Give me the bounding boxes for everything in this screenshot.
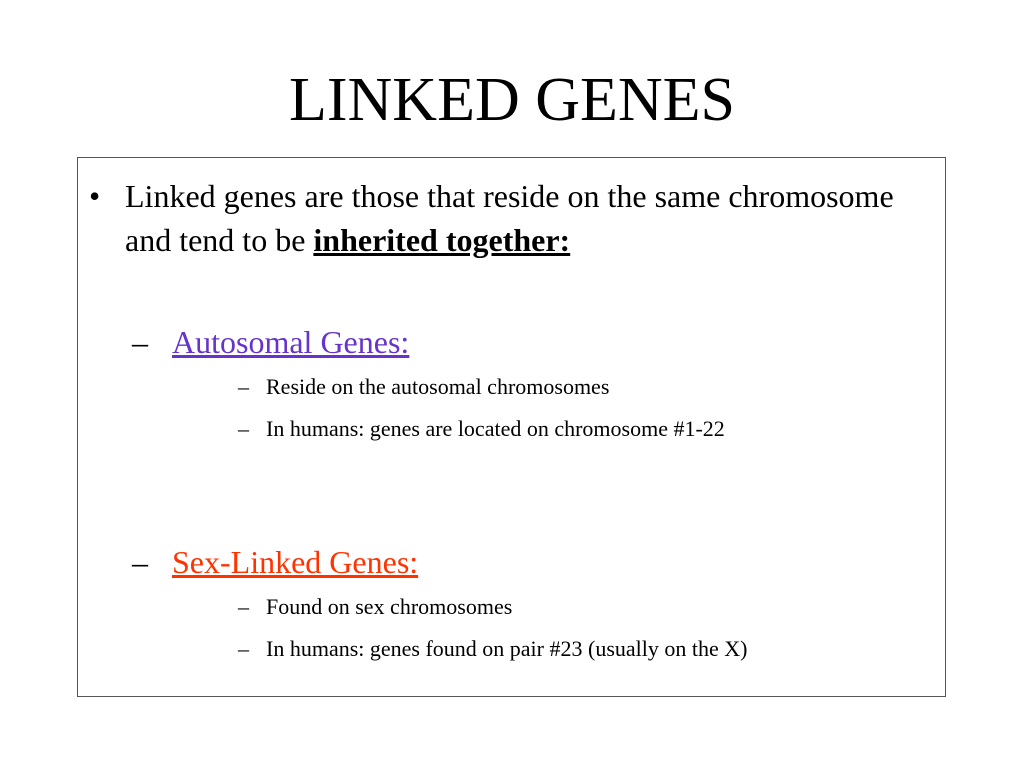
autosomal-item-text: Reside on the autosomal chromosomes bbox=[266, 374, 610, 399]
autosomal-genes-heading bbox=[132, 322, 409, 362]
sex-linked-item-1 bbox=[238, 592, 512, 622]
dash-marker: – bbox=[132, 324, 148, 360]
autosomal-genes-link[interactable]: Autosomal Genes: bbox=[172, 324, 410, 360]
bullet-marker: • bbox=[89, 178, 101, 214]
sex-linked-item-text: In humans: genes found on pair #23 (usually on the X) bbox=[266, 636, 748, 661]
autosomal-item-text: In humans: genes are located on chromosome #1-22 bbox=[266, 416, 725, 441]
sex-linked-genes-link[interactable]: Sex-Linked Genes: bbox=[172, 544, 419, 580]
main-bullet-lead: Linked genes are those that reside on the same chromosome and tend to be bbox=[125, 178, 894, 258]
dash-marker: – bbox=[132, 544, 148, 580]
dash-marker: – bbox=[238, 374, 249, 399]
sex-linked-genes-heading bbox=[132, 542, 418, 582]
sex-linked-item-2 bbox=[238, 634, 747, 664]
main-bullet-text bbox=[125, 174, 915, 262]
content-box bbox=[77, 157, 946, 697]
dash-marker: – bbox=[238, 636, 249, 661]
autosomal-item-2 bbox=[238, 414, 725, 444]
dash-marker: – bbox=[238, 594, 249, 619]
dash-marker: – bbox=[238, 416, 249, 441]
sex-linked-item-text: Found on sex chromosomes bbox=[266, 594, 513, 619]
autosomal-item-1 bbox=[238, 372, 609, 402]
emphasis-inherited-together: inherited together: bbox=[313, 222, 571, 258]
slide-title: LINKED GENES bbox=[289, 66, 735, 134]
